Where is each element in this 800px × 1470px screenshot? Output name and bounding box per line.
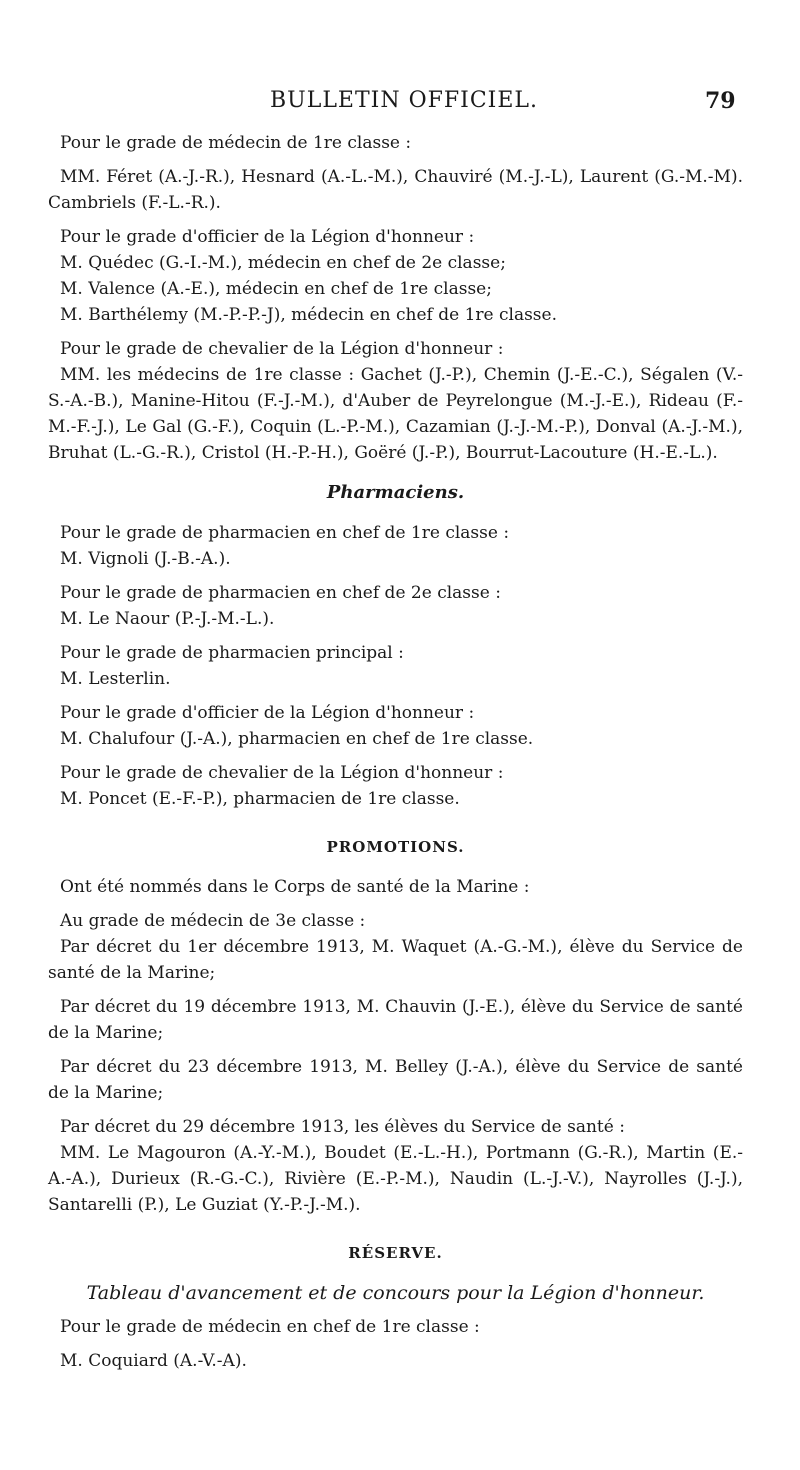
text-line: M. Quédec (G.-I.-M.), médecin en chef de 2e classe; — [60, 253, 506, 273]
text-line: Pour le grade d'officier de la Légion d'honneur : — [60, 227, 475, 247]
text-line: Pour le grade de médecin en chef de 1re classe : — [60, 1317, 480, 1337]
text-line: Pour le grade d'officier de la Légion d'honneur : — [60, 703, 475, 723]
text-line: MM. les médecins de 1re classe : Gachet (J.-P.), Chemin (J.-E.-C.), Ségalen (V.-S.-A.-B.), Manine-Hitou (F.-J.-M.), d'Auber de Peyrelongue (M.-J.-E.), Rideau (F.-M.-F.-J.), Le Gal (G.-F.), Coquin (L.-P.-M.), Cazamian (J.-J.-M.-P.), Donval (A.-J.-M.), Bruhat (L.-G.-R.), Cristol (H.-P.-H.), Goëré (J.-P.), Bourrut-Lacouture (H.-E.-L.). — [48, 365, 743, 463]
text-line: M. Lesterlin. — [60, 669, 171, 689]
text-line: Pour le grade de médecin de 1re classe : — [60, 133, 412, 153]
text-line: Par décret du 19 décembre 1913, M. Chauvin (J.-E.), élève du Service de santé de la Marine; — [48, 997, 743, 1043]
text-line: M. Vignoli (J.-B.-A.). — [60, 549, 231, 569]
text-line: M. Chalufour (J.-A.), pharmacien en chef de 1re classe. — [60, 729, 534, 749]
text-line: Pour le grade de chevalier de la Légion d'honneur : — [60, 339, 504, 359]
text-line: Par décret du 23 décembre 1913, M. Belley (J.-A.), élève du Service de santé de la Marine; — [48, 1057, 743, 1103]
page-number: 79 — [705, 88, 736, 114]
text-line: Pour le grade de pharmacien en chef de 1re classe : — [60, 523, 510, 543]
text-line: MM. Le Magouron (A.-Y.-M.), Boudet (E.-L.-H.), Portmann (G.-R.), Martin (E.-A.-A.), Durieux (R.-G.-C.), Rivière (E.-P.-M.), Naudin (L.-J.-V.), Nayrolles (J.-J.), Santarelli (P.), Le Guziat (Y.-P.-J.-M.). — [48, 1143, 743, 1215]
text-line: M. Coquiard (A.-V.-A). — [60, 1351, 247, 1371]
text-line: Pour le grade de pharmacien en chef de 2e classe : — [60, 583, 501, 603]
text-line: MM. Féret (A.-J.-R.), Hesnard (A.-L.-M.), Chauviré (M.-J.-L), Laurent (G.-M.-M). Cambriels (F.-L.-R.). — [48, 167, 743, 213]
text-line: Par décret du 29 décembre 1913, les élèves du Service de santé : — [60, 1117, 625, 1137]
running-title: BULLETIN OFFICIEL. — [270, 88, 539, 113]
text-line: M. Poncet (E.-F.-P.), pharmacien de 1re classe. — [60, 789, 460, 809]
text-line: M. Barthélemy (M.-P.-P.-J), médecin en chef de 1re classe. — [60, 305, 557, 325]
text-line: Ont été nommés dans le Corps de santé de la Marine : — [60, 877, 530, 897]
section-heading-pharmaciens: Pharmaciens. — [326, 482, 465, 503]
text-line: Pour le grade de pharmacien principal : — [60, 643, 404, 663]
document-body — [48, 130, 743, 1374]
text-line: Pour le grade de chevalier de la Légion d'honneur : — [60, 763, 504, 783]
section-heading-promotions: PROMOTIONS. — [326, 838, 465, 856]
text-line: Par décret du 1er décembre 1913, M. Waquet (A.-G.-M.), élève du Service de santé de la Marine; — [48, 937, 743, 983]
text-line: M. Valence (A.-E.), médecin en chef de 1re classe; — [60, 279, 492, 299]
section-heading-reserve: RÉSERVE. — [348, 1244, 443, 1262]
tableau-heading: Tableau d'avancement et de concours pour la Légion d'honneur. — [86, 1282, 705, 1304]
text-line: M. Le Naour (P.-J.-M.-L.). — [60, 609, 275, 629]
text-line: Au grade de médecin de 3e classe : — [60, 911, 366, 931]
page-header — [0, 88, 800, 118]
